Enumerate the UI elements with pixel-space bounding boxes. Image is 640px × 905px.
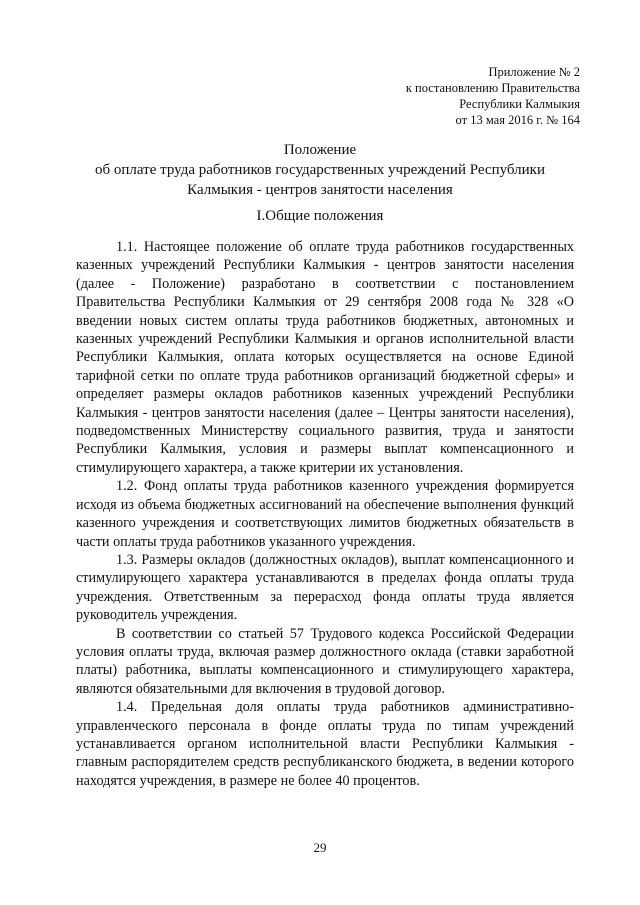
paragraph-article-57: В соответствии со статьей 57 Трудового кодекса Российской Федерации условия оплаты труда, включая размер должностного оклада (ставки заработной платы) работника, выплаты компенсационного и стимулирующего характера, являются обязательными для включения в трудовой договор. — [76, 625, 574, 697]
appendix-republic: Республики Калмыкия — [459, 97, 580, 111]
appendix-date: от 13 мая 2016 г. № 164 — [455, 113, 580, 127]
appendix-resolution-ref: к постановлению Правительства — [405, 81, 580, 95]
paragraph-1-1: 1.1. Настоящее положение об оплате труда работников государственных казенных учреждений Республики Калмыкия - центров занятости населения (далее - Положение) разработано в соответствии с постановлением Правительства Республики Калмыкия от 29 сентября 2008 года № 328 «О введении новых систем оплаты труда работников бюджетных, автономных и казенных учреждений Республики Калмыкия и органов исполнительной власти Республики Калмыкия, оплата которых осуществляется на основе Единой тарифной сетки по оплате труда работников организаций бюджетной сферы» и определяет размеры окладов работников казенных учреждений Республики Калмыкия - центров занятости населения (далее – Центры занятости населения), подведомственных Министерству социального развития, труда и занятости Республики Калмыкия, условия и размеры выплат компенсационного и стимулирующего характера, а также критерии их установления. — [76, 239, 574, 476]
paragraph-1-3: 1.3. Размеры окладов (должностных окладов), выплат компенсационного и стимулирующего характера устанавливаются в пределах фонда оплаты труда учреждения. Ответственным за перерасход фонда оплаты труда является руководитель учреждения. — [76, 551, 574, 624]
document-title — [70, 140, 570, 200]
title-line-2: об оплате труда работников государственных учреждений Республики — [95, 162, 545, 178]
paragraph-1-2: 1.2. Фонд оплаты труда работников казенного учреждения формируется исходя из объема бюджетных ассигнований на обеспечение выполнения функций казенного учреждения и соответствующих лимитов бюджетных обязательств в части оплаты труда работников указанного учреждения. — [76, 478, 574, 550]
paragraph-1-4: 1.4. Предельная доля оплаты труда работников административно-управленческого персонала в фонде оплаты труда по типам учреждений устанавливается органом исполнительной власти Республики Калмыкия - главным распорядителем средств республиканского бюджета, в ведении которого находятся учреждения, в размере не более 40 процентов. — [76, 699, 574, 789]
document-body — [76, 238, 574, 790]
section-heading: I.Общие положения — [256, 208, 384, 224]
page-number: 29 — [313, 840, 327, 855]
title-line-3: Калмыкия - центров занятости населения — [187, 182, 453, 198]
title-line-1: Положение — [283, 142, 357, 158]
appendix-number: Приложение № 2 — [488, 65, 580, 79]
appendix-header — [406, 64, 580, 128]
